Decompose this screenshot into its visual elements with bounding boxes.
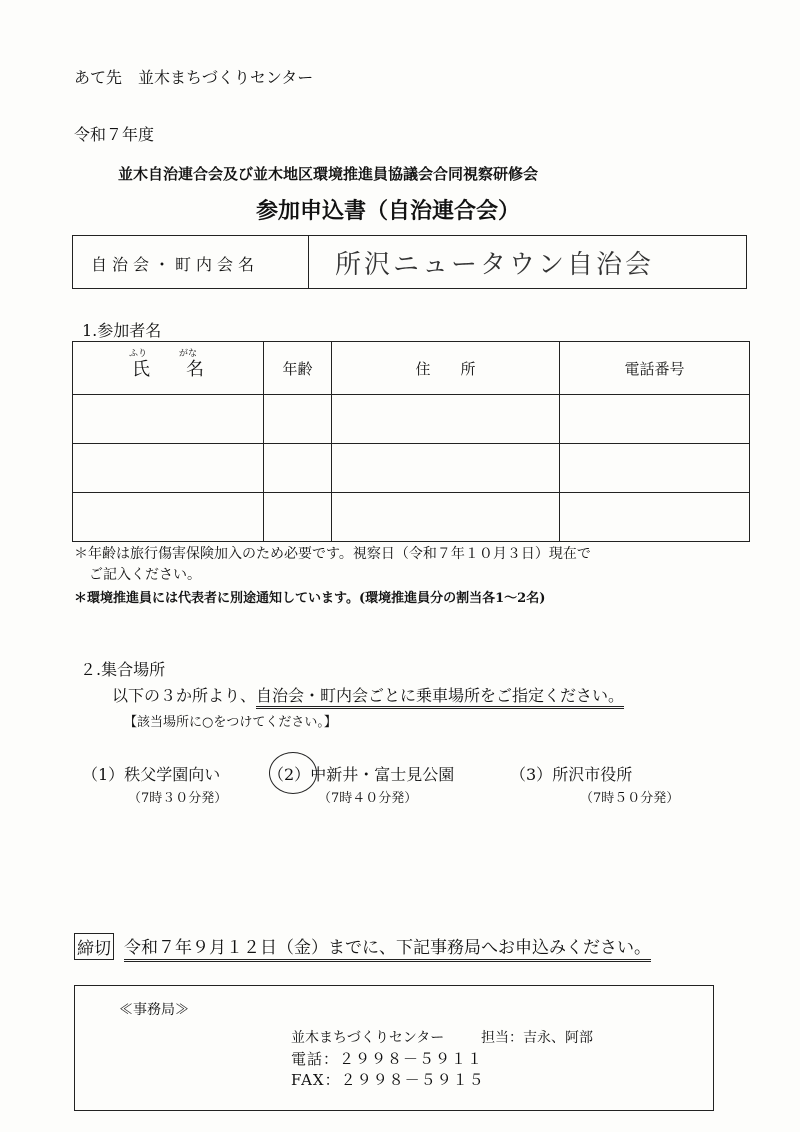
table-row xyxy=(73,444,750,493)
cell-address[interactable] xyxy=(332,444,560,493)
note-age-line2: ご記入ください。 xyxy=(89,567,201,583)
header-phone: 電話番号 xyxy=(560,342,750,395)
office-box xyxy=(74,985,714,1111)
event-title: 並木自治連合会及び並木地区環境推進員協議会合同視察研修会 xyxy=(118,165,539,183)
deadline-tag: 締切 xyxy=(74,933,114,960)
header-age: 年齢 xyxy=(264,342,332,395)
location-3-time: （7時５０分発） xyxy=(580,791,680,806)
location-1-name: 秩父学園向い xyxy=(124,765,221,784)
table-header-row xyxy=(73,342,750,395)
cell-name[interactable] xyxy=(73,395,264,444)
name-ruby-gana: がな xyxy=(179,349,198,359)
cell-phone[interactable] xyxy=(560,493,750,542)
section2-title: ２.集合場所 xyxy=(80,660,166,679)
header-name xyxy=(73,342,264,395)
header-name-label: 氏 名 xyxy=(132,359,204,380)
location-2-time: （7時４０分発） xyxy=(318,791,418,806)
section2-intro-underlined: 自治会・町内会ごとに乗車場所をご指定ください。 xyxy=(256,686,624,709)
location-3[interactable] xyxy=(510,762,632,785)
cell-name[interactable] xyxy=(73,444,264,493)
section2-intro xyxy=(112,683,624,706)
location-1-number: （1） xyxy=(82,765,125,784)
cell-age[interactable] xyxy=(264,395,332,444)
office-fax: FAX：２９９８－５９１５ xyxy=(291,1071,485,1089)
header-address: 住 所 xyxy=(332,342,560,395)
org-name-box xyxy=(72,235,747,289)
location-2-number: （2） xyxy=(268,765,311,784)
office-name: 並木まちづくりセンター xyxy=(291,1030,445,1046)
form-title: 参加申込書（自治連合会） xyxy=(256,198,521,224)
location-2[interactable] xyxy=(268,762,454,785)
location-1[interactable] xyxy=(82,762,220,785)
section1-title: 1.参加者名 xyxy=(82,321,162,340)
cell-age[interactable] xyxy=(264,444,332,493)
participants-table xyxy=(72,341,750,542)
org-box-divider xyxy=(308,236,309,288)
cell-phone[interactable] xyxy=(560,444,750,493)
table-row xyxy=(73,493,750,542)
note-age-line1: ＊年齢は旅行傷害保険加入のため必要です。視察日（令和７年１０月３日）現在で xyxy=(74,546,591,562)
section2-instruction: 【該当場所に○をつけてください。】 xyxy=(124,715,337,730)
cell-phone[interactable] xyxy=(560,395,750,444)
org-name-value[interactable]: 所沢ニュータウン自治会 xyxy=(335,250,655,280)
office-contact: 担当：吉永、阿部 xyxy=(481,1030,593,1046)
location-3-number: （3） xyxy=(510,765,553,784)
fiscal-year: 令和７年度 xyxy=(74,125,155,144)
cell-address[interactable] xyxy=(332,493,560,542)
deadline-text: 令和７年９月１２日（金）までに、下記事務局へお申込みください。 xyxy=(124,933,651,962)
office-heading: ≪事務局≫ xyxy=(119,1002,189,1018)
section2-intro-prefix: 以下の３か所より、 xyxy=(112,686,257,705)
location-2-name: 中新井・富士見公園 xyxy=(310,765,455,784)
location-1-time: （7時３０分発） xyxy=(128,791,228,806)
location-3-name: 所沢市役所 xyxy=(552,765,633,784)
recipient: あて先 並木まちづくりセンター xyxy=(74,68,314,87)
cell-age[interactable] xyxy=(264,493,332,542)
cell-name[interactable] xyxy=(73,493,264,542)
note-env-staff: ＊環境推進員には代表者に別途通知しています。(環境推進員分の割当各1～2名) xyxy=(74,591,546,606)
org-name-label: 自治会・町内会名 xyxy=(91,255,260,274)
cell-address[interactable] xyxy=(332,395,560,444)
name-ruby-furi: ふり xyxy=(129,349,148,359)
table-row xyxy=(73,395,750,444)
office-phone: 電話：２９９８－５９１１ xyxy=(291,1050,484,1068)
